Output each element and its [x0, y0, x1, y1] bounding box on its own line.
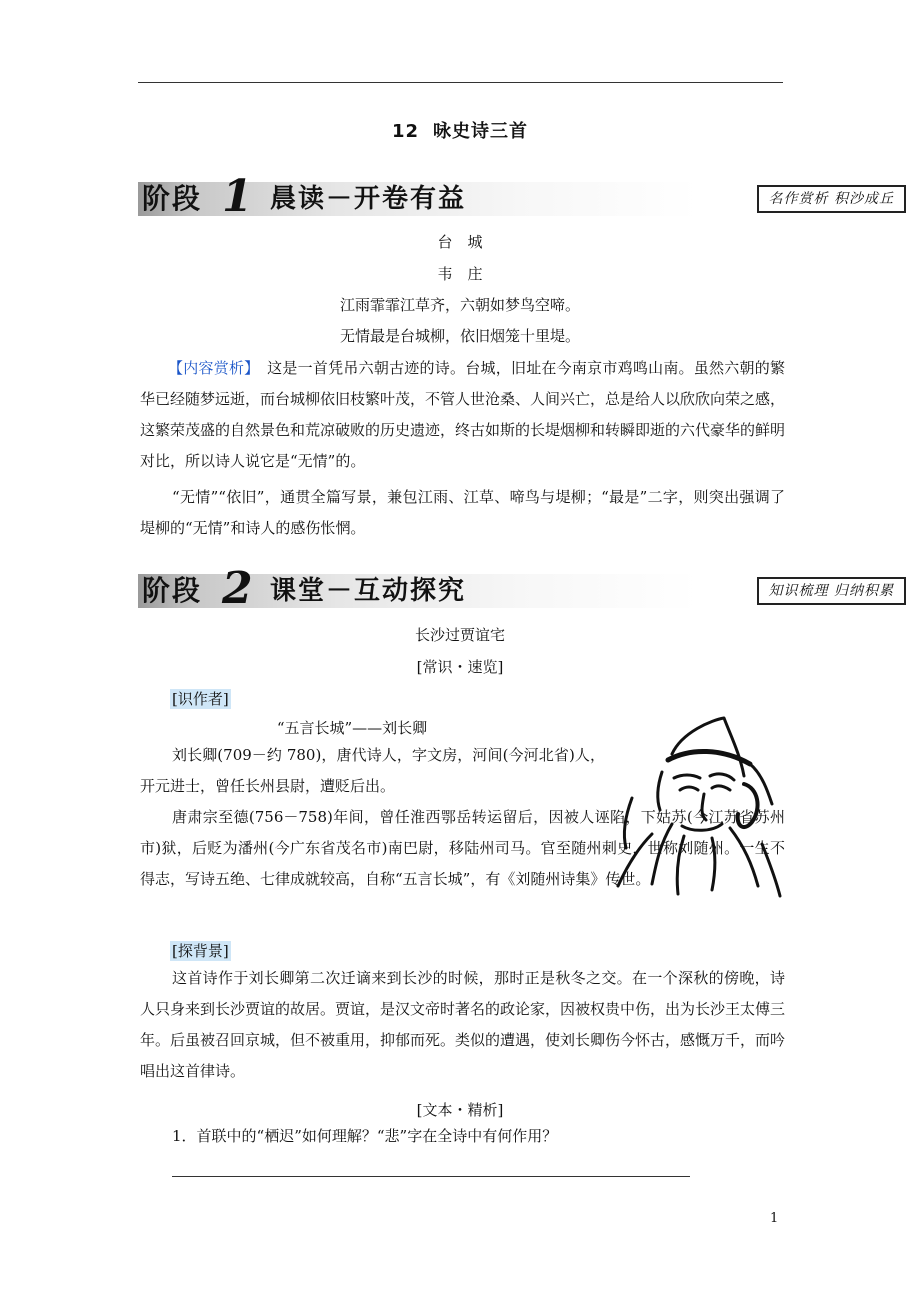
appreciation-tag: 【内容赏析】	[168, 359, 252, 377]
page-title	[0, 117, 920, 143]
analysis-question-1: 1．首联中的“栖迟”如何理解？“悲”字在全诗中有何作用？	[172, 1127, 558, 1145]
stage2-label: 阶段	[142, 574, 203, 607]
stage1-heading: 晨读－开卷有益	[270, 184, 467, 214]
stage1-banner	[138, 171, 906, 222]
author-paragraph-2: 唐肃宗至德(756－758)年间，曾任淮西鄂岳转运留后，因被人诬陷，下姑苏(今江苏省苏州市)狱，后贬为潘州(今广东省茂名市)南巴尉，移陆州司马。官至随州刺史，世称刘随州。一生不得志，写诗五绝、七律成就较高，自称“五言长城”，有《刘随州诗集》传世。	[140, 808, 785, 888]
title-number: 12	[391, 121, 420, 142]
section-common-knowledge: [常识・速览]	[416, 658, 504, 676]
appreciation-text-1: 这是一首凭吊六朝古迹的诗。台城，旧址在今南京市鸡鸣山南。虽然六朝的繁华已经随梦远逝，而台城柳依旧枝繁叶茂，不管人世沧桑、人间兴亡，总是给人以欣欣向荣之感，这繁荣茂盛的自然景色和荒凉破败的历史遗迹，终古如斯的长堤烟柳和转瞬即逝的六代豪华的鲜明对比，所以诗人说它是“无情”的。	[140, 359, 786, 470]
answer-line	[172, 1176, 690, 1177]
background-tag: [探背景]	[172, 942, 229, 960]
stage2-banner	[138, 563, 906, 614]
author-paragraph-1: 刘长卿(709－约 780)，唐代诗人，字文房，河间(今河北省)人，开元进士，曾任长州县尉，遭贬后出。	[140, 746, 605, 795]
section-text-analysis: [文本・精析]	[416, 1101, 504, 1119]
author-tag: [识作者]	[172, 690, 229, 708]
poem1-author: 韦 庄	[437, 265, 483, 283]
stage1-number: 1	[222, 171, 253, 222]
stage1-label: 阶段	[142, 182, 203, 215]
stage2-heading: 课堂－互动探究	[270, 576, 467, 606]
stage2-tag: 知识梳理 归纳积累	[757, 577, 906, 605]
appreciation-paragraph-1	[140, 353, 785, 477]
poem2-title: 长沙过贾谊宅	[414, 626, 505, 644]
poem1-line-1: 江雨霏霏江草齐，六朝如梦鸟空啼。	[339, 296, 580, 314]
stage2-number: 2	[222, 563, 253, 614]
poem1-line-2: 无情最是台城柳，依旧烟笼十里堤。	[339, 327, 580, 345]
background-paragraph: 这首诗作于刘长卿第二次迁谪来到长沙的时候，那时正是秋冬之交。在一个深秋的傍晚，诗人只身来到长沙贾谊的故居。贾谊，是汉文帝时著名的政论家，因被权贵中伤，出为长沙王太傅三年。后虽被召回京城，但不被重用，抑郁而死。类似的遭遇，使刘长卿伤今怀古，感慨万千，而吟唱出这首律诗。	[140, 969, 786, 1080]
stage1-tag: 名作赏析 积沙成丘	[757, 185, 906, 213]
page-number: 1	[770, 1211, 779, 1226]
poem1-title: 台 城	[437, 233, 483, 251]
header-rule	[138, 82, 783, 83]
author-subtitle: “五言长城”——刘长卿	[276, 719, 428, 737]
title-text: 咏史诗三首	[433, 121, 529, 142]
appreciation-paragraph-2: “无情”“依旧”，通贯全篇写景，兼包江雨、江草、啼鸟与堤柳；“最是”二字，则突出强调了堤柳的“无情”和诗人的感伤怅惘。	[140, 488, 785, 537]
